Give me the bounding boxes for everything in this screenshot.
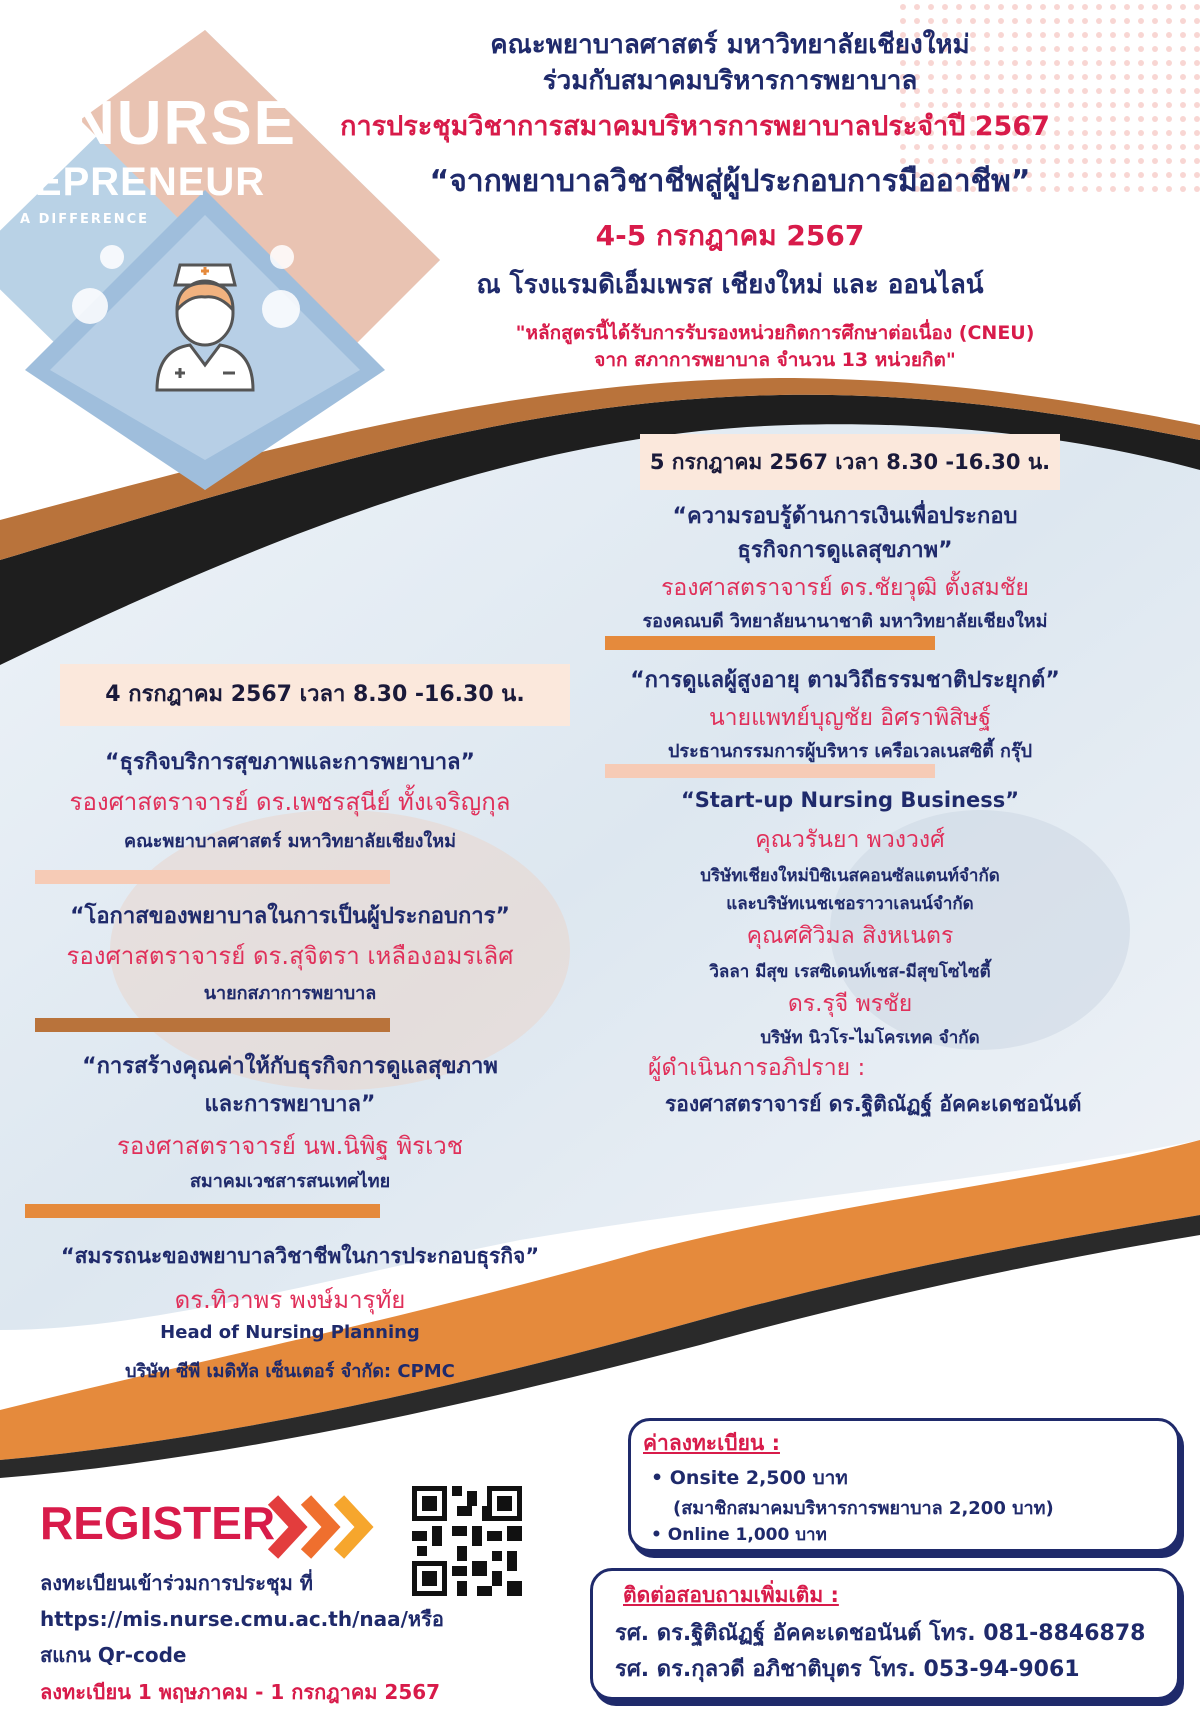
day1-topic1-org: คณะพยาบาลศาสตร์ มหาวิทยาลัยเชียงใหม่ xyxy=(124,831,456,852)
separator xyxy=(25,1204,380,1218)
day1-topic1-title: “ธุรกิจบริการสุขภาพและการพยาบาล” xyxy=(105,750,475,775)
day2-topic3-speaker3: ดร.รุจี พรชัย xyxy=(787,991,913,1017)
separator xyxy=(35,870,390,884)
cover-title: NURSE xyxy=(70,89,298,158)
register-line1: ลงทะเบียนเข้าร่วมการประชุม ที่ xyxy=(40,1571,313,1595)
icon-bubble-top-right xyxy=(270,245,294,269)
day2-topic3-speaker2: คุณศศิวิมล สิงหเนตร xyxy=(746,923,954,949)
day2-topic3-org1b: และบริษัทเนชเชอราวาเลนน์จำกัด xyxy=(726,894,974,914)
day2-topic2-title: “การดูแลผู้สูงอายุ ตามวิถีธรรมชาติประยุกต์” xyxy=(630,668,1060,693)
separator xyxy=(605,636,935,650)
icon-bubble-right xyxy=(262,290,300,328)
register-url[interactable]: https://mis.nurse.cmu.ac.th/naa/หรือ xyxy=(40,1607,444,1631)
header-dates: 4-5 กรกฎาคม 2567 xyxy=(595,219,865,252)
day2-topic1-speaker: รองศาสตราจารย์ ดร.ชัยวุฒิ ตั้งสมชัย xyxy=(661,575,1029,601)
header-partner: ร่วมกับสมาคมบริหารการพยาบาล xyxy=(542,66,918,96)
header-theme: “จากพยาบาลวิชาชีพสู่ผู้ประกอบการมืออาชีพ” xyxy=(429,164,1031,199)
fee-box xyxy=(628,1418,1180,1552)
icon-bubble-top-left xyxy=(100,245,124,269)
day1-topic4-title: “สมรรถนะของพยาบาลวิชาชีพในการประกอบธุรกิจ” xyxy=(60,1244,540,1268)
fee-onsite-text: Onsite 2,500 บาท xyxy=(669,1467,848,1489)
day2-date: 5 กรกฎาคม 2567 เวลา 8.30 -16.30 น. xyxy=(640,434,1060,490)
day1-topic3-line2: และการพยาบาล” xyxy=(204,1092,376,1117)
day2-topic3-speaker1: คุณวรันยา พวงวงศ์ xyxy=(755,827,945,853)
day2-topic1-org: รองคณบดี วิทยาลัยนานาชาติ มหาวิทยาลัยเชียงใหม่ xyxy=(642,611,1048,632)
nurse-icon xyxy=(135,255,275,395)
cover-tagline: A DIFFERENCE xyxy=(20,212,150,227)
register-line3: สแกน Qr-code xyxy=(40,1643,187,1667)
header-conference: การประชุมวิชาการสมาคมบริหารการพยาบาลประจำปี 2567 xyxy=(340,111,1050,142)
moderator-label: ผู้ดำเนินการอภิปราย : xyxy=(648,1055,866,1081)
header-venue: ณ โรงแรมดิเอ็มเพรส เชียงใหม่ และ ออนไลน์ xyxy=(476,270,984,300)
day1-topic4-role: Head of Nursing Planning xyxy=(160,1322,420,1343)
contact-label: ติดต่อสอบถามเพิ่มเติม : xyxy=(623,1583,839,1607)
day1-topic1-speaker: รองศาสตราจารย์ ดร.เพชรสุนีย์ ทั้งเจริญกุล xyxy=(69,788,511,816)
day1-topic3-speaker: รองศาสตราจารย์ นพ.นิพิฐ พิรเวช xyxy=(116,1132,464,1160)
day2-topic1-line1: “ความรอบรู้ด้านการเงินเพื่อประกอบ xyxy=(672,504,1018,529)
contact-box xyxy=(590,1568,1180,1700)
fee-member: (สมาชิกสมาคมบริหารการพยาบาล 2,200 บาท) xyxy=(673,1498,1054,1519)
day1-date: 4 กรกฎาคม 2567 เวลา 8.30 -16.30 น. xyxy=(60,664,570,726)
register-label: REGISTER xyxy=(40,1497,276,1549)
day1-topic3-line1: “การสร้างคุณค่าให้กับธุรกิจการดูแลสุขภาพ xyxy=(82,1054,498,1079)
day2-topic3-title: “Start-up Nursing Business” xyxy=(680,788,1020,812)
day1-topic4-speaker: ดร.ทิวาพร พงษ์มารุทัย xyxy=(174,1286,406,1314)
day2-topic3-org3: บริษัท นิวโร-ไมโครเทค จำกัด xyxy=(760,1028,980,1048)
qr-code[interactable] xyxy=(412,1486,522,1596)
fee-label: ค่าลงทะเบียน : xyxy=(643,1431,780,1455)
separator xyxy=(605,764,935,778)
day1-topic2-title: “โอกาสของพยาบาลในการเป็นผู้ประกอบการ” xyxy=(70,904,510,929)
fee-online-text: Online 1,000 บาท xyxy=(667,1525,827,1545)
header-faculty: คณะพยาบาลศาสตร์ มหาวิทยาลัยเชียงใหม่ xyxy=(490,30,970,60)
day1-topic2-speaker: รองศาสตราจารย์ ดร.สุจิตรา เหลืองอมรเลิศ xyxy=(66,942,514,970)
day2-topic1-line2: ธุรกิจการดูแลสุขภาพ” xyxy=(737,538,953,563)
moderator-name: รองศาสตราจารย์ ดร.ฐิติณัฏฐ์ อัคคะเดชอนันต์ xyxy=(665,1092,1082,1116)
day1-topic2-org: นายกสภาการพยาบาล xyxy=(203,983,377,1004)
fee-onsite: • Onsite 2,500 บาท xyxy=(651,1467,848,1489)
day1-topic3-org: สมาคมเวชสารสนเทศไทย xyxy=(189,1171,391,1192)
cover-subtitle: REPRENEUR xyxy=(5,160,266,204)
chevron-arrows-icon xyxy=(268,1492,378,1562)
day2-topic3-org2: วิลลา มีสุข เรสซิเดนท์เชส-มีสุขโซไซตี้ xyxy=(709,962,991,982)
day1-topic4-org: บริษัท ซีพี เมดิทัล เซ็นเตอร์ จำกัด: CPMC xyxy=(125,1361,455,1382)
day2-topic2-speaker: นายแพทย์บุญชัย อิศราพิสิษฐ์ xyxy=(708,705,992,731)
separator xyxy=(35,1018,390,1032)
contact-person2: รศ. ดร.กุลวดี อภิชาติบุตร โทร. 053-94-9061 xyxy=(615,1657,1080,1682)
icon-bubble-left xyxy=(72,288,108,324)
contact-person1: รศ. ดร.ฐิติณัฏฐ์ อัคคะเดชอนันต์ โทร. 081-8846878 xyxy=(615,1621,1146,1646)
fee-online: • Online 1,000 บาท xyxy=(651,1525,827,1545)
day2-topic2-org: ประธานกรรมการผู้บริหาร เครือเวลเนสซิตี้ กรุ๊ป xyxy=(667,741,1033,762)
register-period: ลงทะเบียน 1 พฤษภาคม - 1 กรกฎาคม 2567 xyxy=(40,1680,441,1704)
cneu-line1: "หลักสูตรนี้ได้รับการรับรองหน่วยกิตการศึกษาต่อเนื่อง (CNEU) xyxy=(515,322,1035,344)
cneu-line2: จาก สภาการพยาบาล จำนวน 13 หน่วยกิต" xyxy=(594,349,956,371)
day2-topic3-org1a: บริษัทเชียงใหม่บิซิเนสคอนซัลแตนท์จำกัด xyxy=(700,866,1000,886)
